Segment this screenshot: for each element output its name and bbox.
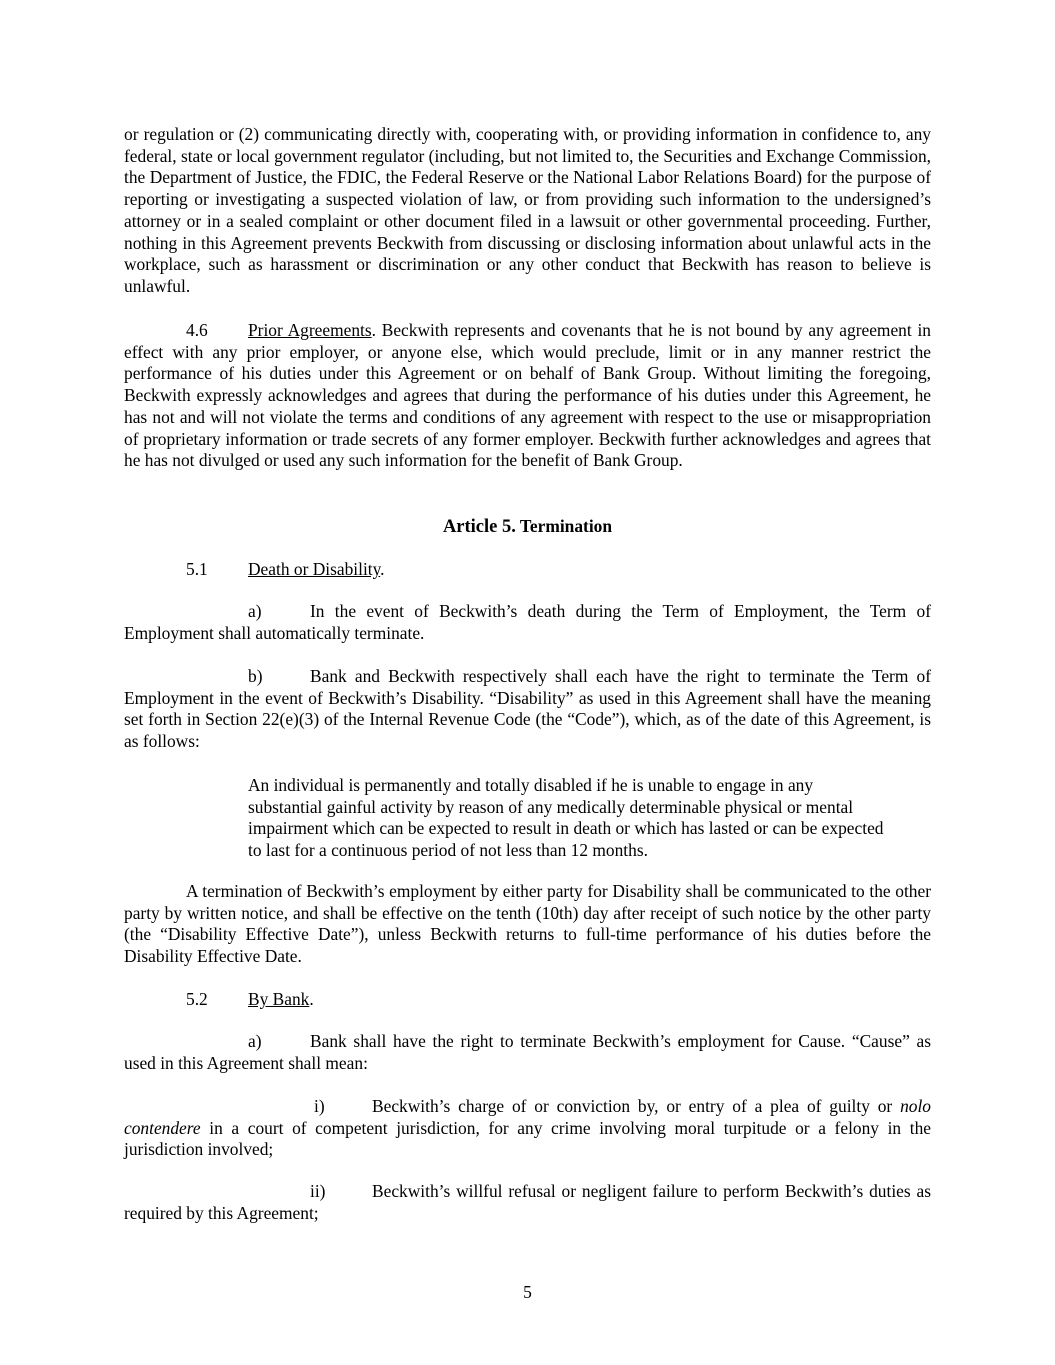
clause-text: Bank and Beckwith respectively shall each have the right to terminate the Term of Employment in the event of Beckwith’s Disability. “Disability” as used in this Agreement shall have the meaning set forth in Section 22(e)(3) of the Internal Revenue Code (the “Code”), which, as of the date of this Agreement, is as follows: [124,666,931,752]
article-number: Article 5. [442,517,516,537]
section-title: Prior Agreements [248,320,372,340]
clause-i [124,1096,931,1161]
clause-text: Bank shall have the right to terminate Beckwith’s employment for Cause. “Cause” as used in this Agreement shall mean: [124,1031,931,1073]
clause-ii [124,1181,931,1224]
clause-text: Beckwith’s willful refusal or negligent failure to perform Beckwith’s duties as required by this Agreement; [124,1181,931,1223]
clause-text: In the event of Beckwith’s death during the Term of Employment, the Term of Employment shall automatically terminate. [124,601,931,643]
paragraph-text: A termination of Beckwith’s employment by either party for Disability shall be communicated to the other party by written notice, and shall be effective on the tenth (10th) day after receipt of such notice by the other party (the “Disability Effective Date”), unless Beckwith returns to full-time performance of his duties before the Disability Effective Date. [124,881,931,967]
clause-italic: nolo contendere [124,1096,931,1138]
article-title: Termination [519,516,613,536]
disability-quote: An individual is permanently and totally disabled if he is unable to engage in any substantial gainful activity by reason of any medically determinable physical or mental impairment which can be expected to result in death or which has lasted or can be expected to last for a continuous period of not less than 12 months. [248,775,884,861]
section-text: . Beckwith represents and covenants that he is not bound by any agreement in effect with any prior employer, or anyone else, which would preclude, limit or in any manner restrict the performance of his duties under this Agreement or on behalf of Bank Group. Without limiting the foregoing, Beckwith expressly acknowledges and agrees that during the performance of his duties under this Agreement, he has not and will not violate the terms and conditions of any agreement with respect to the use or misappropriation of proprietary information or trade secrets of any former employer. Beckwith further acknowledges and agrees that he has not divulged or used any such information for the benefit of Bank Group. [124,320,931,471]
clause-text: Beckwith’s charge of or conviction by, or entry of a plea of guilty or [372,1096,901,1116]
clause-label: b) [248,666,263,686]
clause-label: a) [248,1031,262,1051]
paragraph-regulation: or regulation or (2) communicating directly with, cooperating with, or providing information in confidence to, any federal, state or local government regulator (including, but not limited to, the Securities and Exchange Commission, the Department of Justice, the FDIC, the Federal Reserve or the National Labor Relations Board) for the purpose of reporting or investigating a suspected violation of law, or from providing such information to the undersigned’s attorney or in a sealed complaint or other document filed in a lawsuit or other governmental proceeding. Further, nothing in this Agreement prevents Beckwith from discussing or disclosing information about unlawful acts in the workplace, such as harassment or discrimination or any other conduct that Beckwith has reason to believe is unlawful. [124,124,932,296]
section-number: 5.2 [186,989,208,1009]
page-number: 5 [523,1282,532,1302]
clause-5-1-a [124,601,931,644]
clause-5-1-b [124,666,931,753]
clause-label: i) [314,1096,325,1116]
section-title: Death or Disability [248,559,381,579]
clause-text: in a court of competent jurisdiction, for any crime involving moral turpitude or a felony in the jurisdiction involved; [124,1117,931,1160]
termination-paragraph [124,881,931,968]
section-5-1: 5.1 Death or Disability. [186,559,385,579]
clause-label: a) [248,601,262,621]
section-title: By Bank [248,989,310,1009]
article-heading [124,516,931,539]
section-number: 4.6 [186,320,208,340]
clause-label: ii) [310,1181,326,1201]
section-number: 5.1 [186,559,208,579]
clause-5-2-a [124,1031,931,1074]
section-5-2: 5.2 By Bank. [186,989,314,1009]
section-4-6 [124,320,931,472]
